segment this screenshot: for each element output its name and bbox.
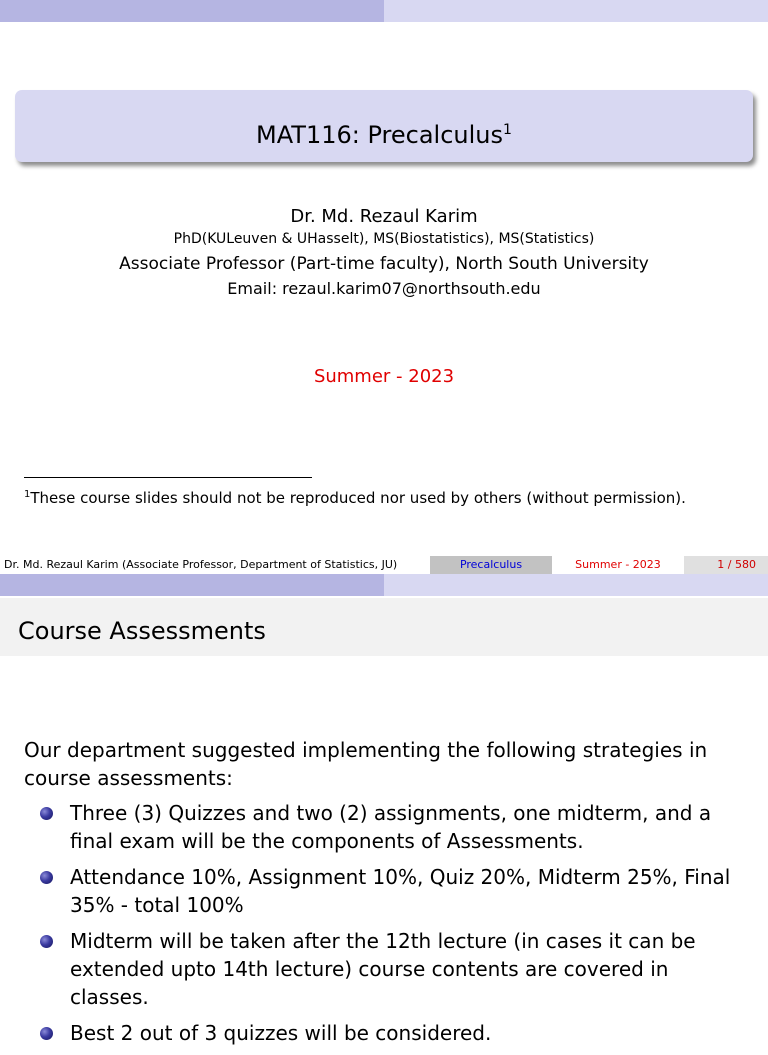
list-item-text: Attendance 10%, Assignment 10%, Quiz 20%, Midterm 25%, Final 35% - total 100% (70, 865, 731, 917)
bullet-icon (40, 935, 53, 948)
intro-paragraph: Our department suggested implementing the following strategies in course assessments: (24, 738, 708, 790)
bullet-icon (40, 871, 53, 884)
frame-title: Course Assessments (0, 598, 768, 656)
footnote-text: These course slides should not be reproduced nor used by others (without permission). (30, 489, 686, 507)
list-item (40, 863, 750, 919)
list-item-text: Midterm will be taken after the 12th lecture (in cases it can be extended upto 14th lecture) course contents are covered in classes. (70, 929, 696, 1009)
list-item (40, 799, 750, 855)
footnote-rule (24, 477, 312, 478)
bullet-icon (40, 807, 53, 820)
footer-page-number: 1 / 580 (684, 556, 768, 574)
author-email: Email: rezaul.karim07@northsouth.edu (227, 279, 541, 298)
author-name: Dr. Md. Rezaul Karim (290, 206, 478, 227)
presentation-date: Summer - 2023 (313, 366, 455, 387)
header-bar-right (384, 574, 768, 596)
slide-title-box (15, 90, 753, 162)
assessment-list (40, 799, 750, 1055)
slide-title: MAT116: Precalculus (256, 121, 504, 149)
slide2-header-bar (0, 574, 768, 596)
footnote-mark: 1 (24, 489, 31, 500)
slide1-header-bar (0, 0, 768, 22)
footer-author: Dr. Md. Rezaul Karim (Associate Professor, Department of Statistics, JU) (0, 556, 430, 574)
list-item-text: Three (3) Quizzes and two (2) assignments, one midterm, and a final exam will be the components of Assessments. (70, 801, 712, 853)
header-bar-left (0, 0, 384, 22)
author-degrees: PhD(KULeuven & UHasselt), MS(Biostatistics), MS(Statistics) (173, 231, 595, 247)
header-bar-left (0, 574, 384, 596)
footer-date: Summer - 2023 (552, 556, 684, 574)
title-footnote-mark: 1 (503, 122, 512, 138)
list-item (40, 1019, 750, 1047)
footnote (24, 483, 714, 510)
list-item-text: Best 2 out of 3 quizzes will be considered. (70, 1021, 492, 1045)
list-item (40, 927, 750, 1011)
bullet-icon (40, 1027, 53, 1040)
author-affiliation: Associate Professor (Part-time faculty), North South University (119, 254, 649, 274)
slide-footer (0, 556, 768, 574)
header-bar-right (384, 0, 768, 22)
footer-short-title: Precalculus (430, 556, 552, 574)
